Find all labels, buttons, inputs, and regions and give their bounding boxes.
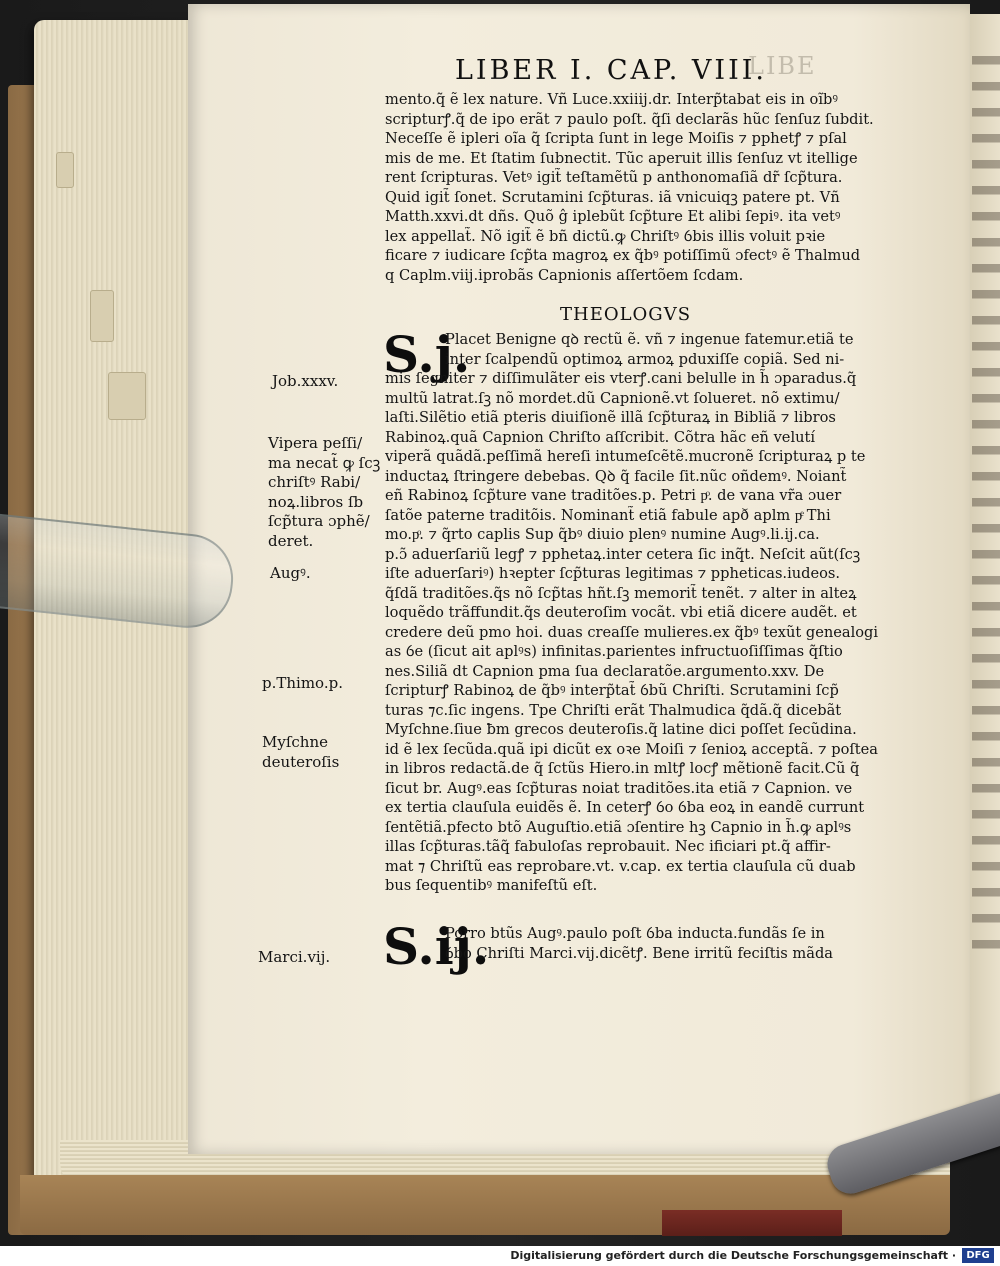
text-line: scripturꝭ.q̃ de ipo erãt ⁊ paulo poſt. q̃ſi declarãs hũc ſenſuz ſubdit. xyxy=(385,110,874,128)
text-line: ſentẽtiã.pfecto btõ Auguſtio.etiã ɔſentire hꝫ Capnio in h̃.ꝙ aplꝰs xyxy=(385,818,852,836)
section-two-text xyxy=(385,924,905,963)
text-line: nes.Siliã dt Capnion pma ſua declaratõe.argumento.xxv. De xyxy=(385,662,825,680)
text-line: rent ſcripturas. Vetꝰ igit̃ teſtamẽtũ p anthonomaſiã dr̃ ſcp̃tura. xyxy=(385,169,843,186)
margin-note-line: chriſtꝰ Rabi/ xyxy=(268,473,361,491)
text-line: q̃ſdã traditões.q̃s nõ ſcp̃tas hñt.ſꝫ memorit̃ tenẽt. ⁊ alter in alteꝝ xyxy=(385,584,857,602)
margin-note-line: noꝝ.libros ſb xyxy=(268,492,364,511)
margin-note-vipera xyxy=(268,434,380,551)
text-line: ſatõe paterne traditõis. Nominant̃ etiã fabule apð aplm pͤ Thi xyxy=(385,506,831,524)
margin-note-marci: Marci.vij. xyxy=(258,948,331,966)
text-line: ſicut br. Augꝰ.eas ſcp̃turas noiat traditões.ita etiã ⁊ Capnion. ve xyxy=(385,779,853,797)
margin-note-line: deret. xyxy=(268,531,314,550)
text-line: mo.pͦ. ⁊ q̃rto caplis Sup q̃bꝰ diuio plenꝰ numine Augꝰ.li.ij.ca. xyxy=(385,526,820,543)
section-heading: THEOLOGVS xyxy=(560,304,692,325)
text-line: mat ⁊ Chriſtũ eas reprobare.vt. v.cap. ex tertia clauſula cũ duab xyxy=(385,857,856,875)
text-line: Matth.xxvi.dt dñs. Quõ ĝ iplebũt ſcp̃ture Et alibi ſepiꝰ. ita vetꝰ xyxy=(385,208,841,225)
margin-note-line: Myſchne xyxy=(262,733,328,751)
facing-page-text-shadow xyxy=(972,56,1000,956)
text-line: mis ſegniter ⁊ diſſimulãter eis vterꝭ.cani belulle in h̃ ɔparadus.q̃ xyxy=(385,370,857,387)
text-line: id ẽ lex ſecũda.quã ipi dicũt ex oꝛe Moiſi ⁊ ſenioꝝ acceptã. ⁊ poſtea xyxy=(385,740,878,758)
text-line: inductaꝝ ſtringere debebas. Qꝺ q̃ facile ſit.nũc oñdemꝰ. Noiant̃ xyxy=(385,467,847,485)
text-line: loquẽdo trãffundit.q̃s deuteroſim vocãt. vbi etiã dicere audẽt. et xyxy=(385,604,857,621)
text-line: ficare ⁊ iudicare ſcp̃ta magroꝝ ex q̃bꝰ potiſſimũ ɔfectꝰ ẽ Thalmud xyxy=(385,247,861,264)
text-line: turas ⁊c.ſic ingens. Tpe Chriſti erãt Thalmudica q̃dã.q̃ dicebãt xyxy=(385,701,842,719)
show-through-text: LIBE xyxy=(748,52,817,80)
text-line: Rabinoꝝ.quã Capnion Chriſto aſſcribit. Cõtra hãc eñ velutí xyxy=(385,428,816,446)
margin-note-aug: Augꝰ. xyxy=(270,564,311,582)
text-line: inter ſcalpendũ optimoꝝ armoꝝ pduxiſſe copiã. Sed ni- xyxy=(445,350,845,368)
binding-strip xyxy=(662,1210,842,1236)
section-initial: S.j. xyxy=(383,325,471,384)
text-line: eñ Rabinoꝝ ſcp̃ture vane traditões.p. Petri pͦ. de vana vr̃a ɔuer xyxy=(385,487,842,504)
margin-note-myschne xyxy=(262,733,339,772)
text-line: Myſchne.ſiue ƀm grecos deuteroſis.q̃ latine dici poſſet ſecũdina. xyxy=(385,721,857,738)
text-line: ex tertia clauſula euidẽs ẽ. In ceterꝭ ỽo ỽba eoꝝ in eandẽ currunt xyxy=(385,799,865,816)
index-tab xyxy=(90,290,114,342)
margin-note-line: ſcp̃tura ɔphẽ/ xyxy=(268,512,370,530)
text-line: in libros redactã.de q̃ ſctũs Hiero.in mltꝭ locꝭ mẽtionẽ facit.Cũ q̃ xyxy=(385,760,860,777)
text-line: ſcripturꝭ Rabinoꝝ de q̃bꝰ interp̃tat̃ ỽbũ Chriſti. Scrutamini ſcp̃ xyxy=(385,682,839,699)
running-title: LIBER I. CAP. VIII. xyxy=(455,55,767,86)
margin-note-line: deuteroſis xyxy=(262,752,340,771)
margin-note-job: Job.xxxv. xyxy=(272,372,339,390)
text-line: q Caplm.viij.iprobãs Capnionis aſſertõem ſcdam. xyxy=(385,266,744,284)
text-line: illas ſcp̃turas.tãq̃ fabuloſas reprobauit. Nec ificiari pt.q̃ affir- xyxy=(385,838,831,855)
text-line: as ỽe (ſicut ait aplꝰs) infinitas.parientes infructuoſiſſimas q̃ſtio xyxy=(385,643,843,660)
index-tab xyxy=(56,152,74,188)
opening-text-block xyxy=(385,90,905,285)
text-line: multũ latrat.ſꝫ nõ mordet.dũ Capnionẽ.vt ſolueret. nõ extimu/ xyxy=(385,389,840,407)
text-line: mis de me. Et ſtatim ſubnectit. Tũc aperuit illis ſenſuz vt itellige xyxy=(385,149,858,167)
section-one-text xyxy=(383,325,905,896)
text-line: viperã quãdã.peſſimã hereſi intumeſcẽtẽ.mucronẽ ſcripturaꝝ p te xyxy=(385,448,866,465)
text-line: mento.q̃ ẽ lex nature. Vñ Luce.xxiiij.dr. Interp̃tabat eis in oĩbꝰ xyxy=(385,91,838,108)
index-tab xyxy=(108,372,146,420)
margin-note-line: Vipera peſſi/ xyxy=(268,434,363,452)
text-line: Quid igit̃ ſonet. Scrutamini ſcp̃turas. iã vnicuiqꝫ patere pt. Vñ xyxy=(385,188,840,206)
margin-note-line: ma necat̃ ꝙ ſcꝫ xyxy=(268,453,381,472)
text-line: laſti.Silẽtio etiã pteris diuiſionẽ illã ſcp̃turaꝝ in Bibliã ⁊ libros xyxy=(385,409,836,426)
dfg-logo: DFG xyxy=(962,1248,994,1263)
footer-bar xyxy=(0,1246,1000,1266)
text-line: bus ſequentibꝰ manifeſtũ eſt. xyxy=(385,877,598,894)
section-initial: S.ij. xyxy=(383,917,490,976)
text-line: Neceſſe ẽ ipleri oĩa q̃ ſcripta ſunt in lege Moiſis ⁊ pphetꝭ ⁊ pſal xyxy=(385,130,847,147)
text-line: iſte aduerſariꝰ) hꝛepter ſcp̃turas legitimas ⁊ ppheticas.iudeos. xyxy=(385,565,841,582)
text-line: credere deũ pmo hoi. duas creaſſe mulieres.ex q̃bꝰ texũt genealogi xyxy=(385,623,879,641)
text-line: lex appellat̃. Nõ igit̃ ẽ bñ dictũ.ꝙ Chriſtꝰ ỽbis illis voluit pꝛie xyxy=(385,227,826,245)
margin-note-thimo: p.Thimo.p. xyxy=(262,674,343,692)
text-line: ỽbo Chriſti Marci.vij.dicẽtꝭ. Bene irritũ feciſtis mãda xyxy=(445,944,833,962)
text-line: Placet Benigne qꝺ rectũ ẽ. vñ ⁊ ingenue fatemur.etiã te xyxy=(445,331,854,348)
text-line: Porro btũs Augꝰ.paulo poſt ỽba inducta.fundãs ſe in xyxy=(445,925,825,942)
funding-credit: Digitalisierung gefördert durch die Deutsche Forschungsgemeinschaft · xyxy=(510,1249,956,1262)
text-line: p.ɔ̃ aduerſariũ legꝭ ⁊ pphetaꝝ.inter cetera ſic inq̃t. Neſcit aũt(ſcꝫ xyxy=(385,545,861,563)
